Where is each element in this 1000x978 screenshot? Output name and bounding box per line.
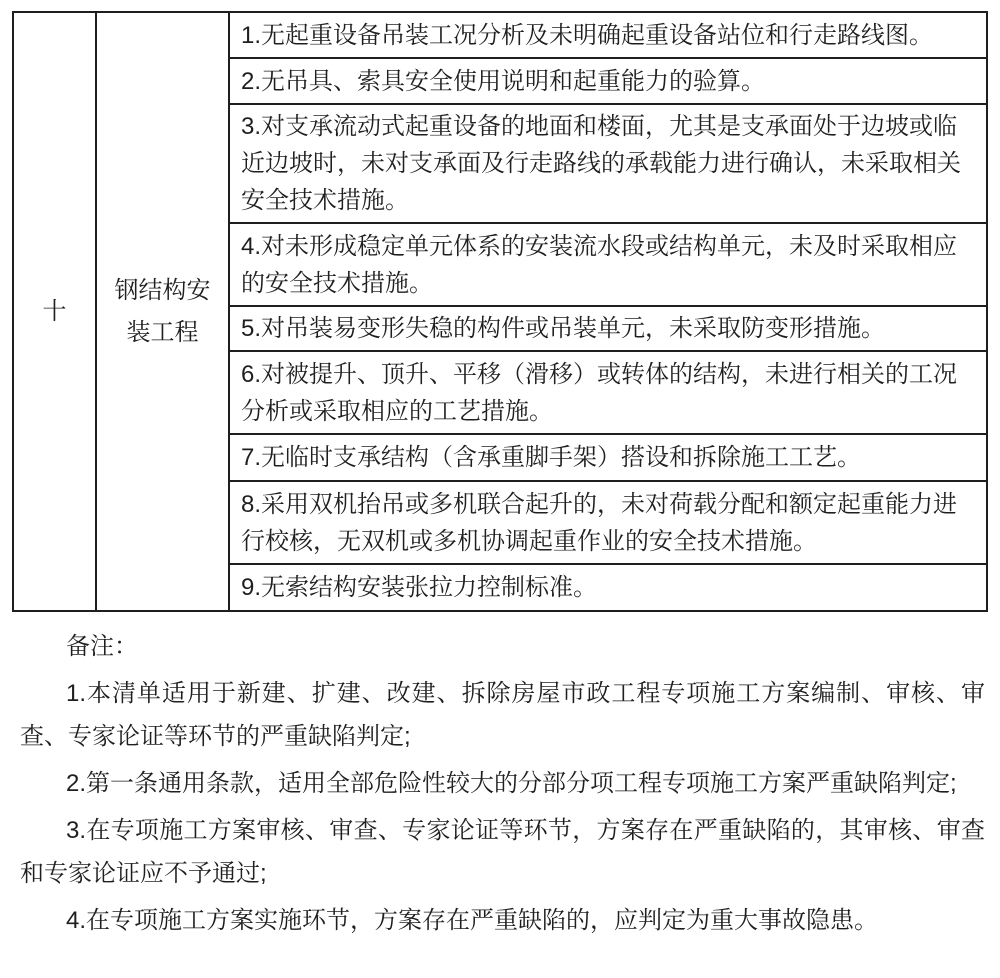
defect-item-4: 4.对未形成稳定单元体系的安装流水段或结构单元，未及时采取相应的安全技术措施。 bbox=[229, 223, 987, 306]
category-label: 钢结构安装工程 bbox=[114, 276, 211, 346]
note-paragraph-3: 3.在专项施工方案审核、审查、专家论证等环节，方案存在严重缺陷的，其审核、审查和专家论证应不予通过; bbox=[20, 817, 985, 887]
notes-section bbox=[20, 625, 985, 942]
defect-item-1: 1.无起重设备吊装工况分析及未明确起重设备站位和行走路线图。 bbox=[229, 12, 987, 58]
defect-item-8: 8.采用双机抬吊或多机联合起升的，未对荷载分配和额定起重能力进行校核，无双机或多机协调起重作业的安全技术措施。 bbox=[229, 481, 987, 564]
defect-item-5: 5.对吊装易变形失稳的构件或吊装单元，未采取防变形措施。 bbox=[229, 306, 987, 351]
defect-item-3: 3.对支承流动式起重设备的地面和楼面，尤其是支承面处于边坡或临近边坡时，未对支承面及行走路线的承载能力进行确认，未采取相关安全技术措施。 bbox=[229, 104, 987, 223]
defect-item-6: 6.对被提升、顶升、平移（滑移）或转体的结构，未进行相关的工况分析或采取相应的工艺措施。 bbox=[229, 351, 987, 434]
defect-item-9: 9.无索结构安装张拉力控制标准。 bbox=[229, 564, 987, 611]
note-paragraph-2: 2.第一条通用条款，适用全部危险性较大的分部分项工程专项施工方案严重缺陷判定; bbox=[66, 770, 957, 797]
defect-item-2: 2.无吊具、索具安全使用说明和起重能力的验算。 bbox=[229, 58, 987, 104]
note-paragraph-1: 1.本清单适用于新建、扩建、改建、拆除房屋市政工程专项施工方案编制、审核、审查、专家论证等环节的严重缺陷判定; bbox=[20, 680, 985, 750]
category-cell bbox=[96, 12, 229, 611]
note-paragraph-4: 4.在专项施工方案实施环节，方案存在严重缺陷的，应判定为重大事故隐患。 bbox=[66, 907, 879, 934]
notes-title: 备注： bbox=[66, 633, 138, 660]
row-index-cell: 十 bbox=[13, 12, 96, 611]
defect-item-7: 7.无临时支承结构（含承重脚手架）搭设和拆除施工工艺。 bbox=[229, 434, 987, 481]
defect-checklist-table bbox=[12, 11, 988, 612]
